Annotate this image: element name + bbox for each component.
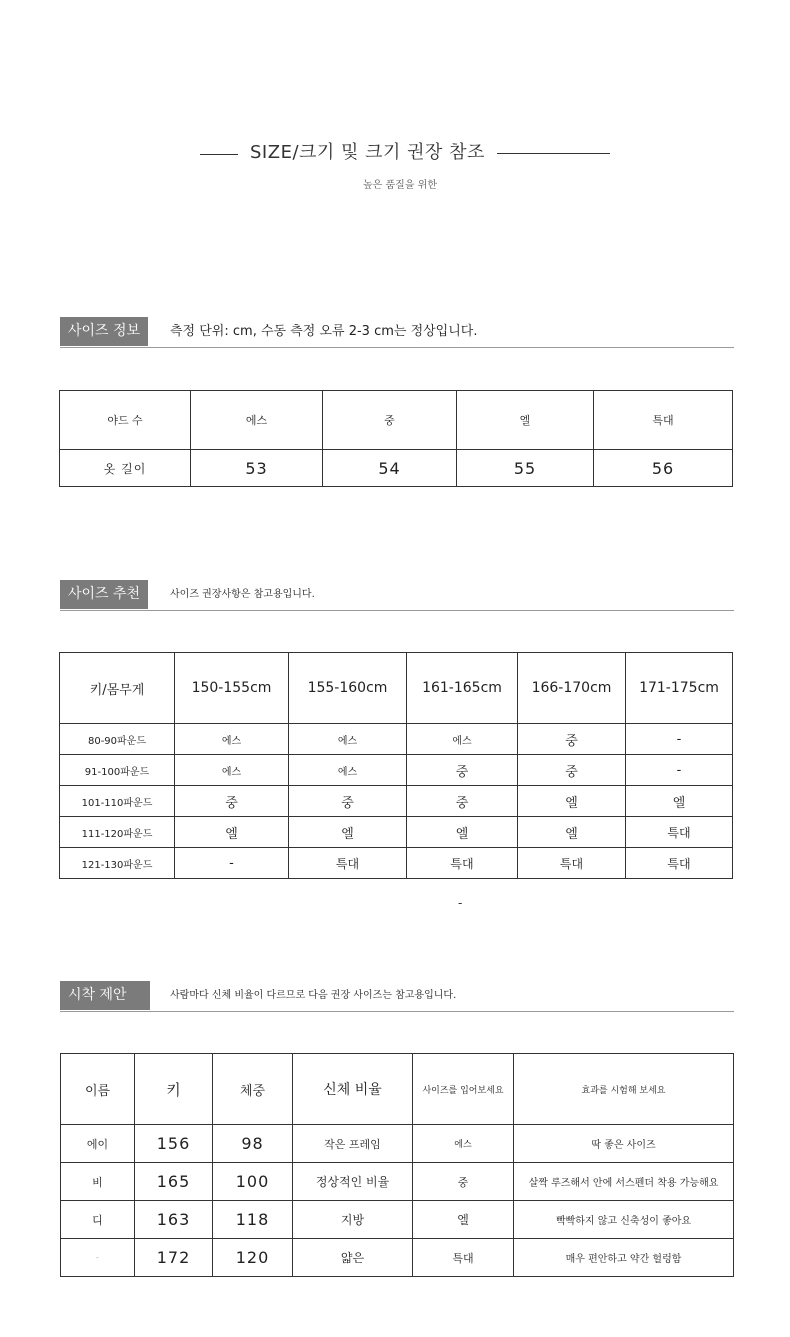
header-cell: 171-175cm — [626, 653, 733, 724]
row-label: 80-90파운드 — [60, 724, 175, 755]
page-header — [0, 138, 790, 168]
table-header-row — [60, 391, 733, 450]
size-reco-table — [59, 652, 733, 879]
section-note: 사이즈 권장사항은 참고용입니다. — [170, 589, 315, 600]
table-cell: 엘 — [626, 786, 733, 817]
height-cell: 163 — [135, 1201, 213, 1239]
section-tag: 사이즈 정보 — [60, 317, 148, 346]
ratio-cell: 지방 — [293, 1201, 413, 1239]
height-cell: 156 — [135, 1125, 213, 1163]
header-cell: 키/몸무게 — [60, 653, 175, 724]
header-cell: 에스 — [191, 391, 323, 450]
page-title: SIZE/크기 및 크기 권장 참조 — [250, 142, 485, 163]
name-cell: 디 — [61, 1201, 135, 1239]
name-cell: 비 — [61, 1163, 135, 1201]
page-subtitle: 높은 품질을 위한 — [363, 180, 437, 191]
section-note: 측정 단위: cm, 수동 측정 오류 2-3 cm는 정상입니다. — [170, 324, 478, 339]
size-cell: 엘 — [413, 1201, 514, 1239]
table-cell: 엘 — [175, 817, 289, 848]
table-header-row — [60, 653, 733, 724]
size-cell: 중 — [413, 1163, 514, 1201]
section-fit-trial-heading — [60, 981, 734, 1012]
row-label: 옷 길이 — [60, 450, 191, 487]
table-cell: 중 — [407, 755, 518, 786]
title-rule-right — [497, 153, 610, 154]
table-cell: - — [175, 848, 289, 879]
table-row — [60, 786, 733, 817]
section-tag: 시착 제안 — [60, 981, 150, 1010]
header-cell: 엘 — [457, 391, 594, 450]
table-cell: 특대 — [289, 848, 407, 879]
table-row — [60, 755, 733, 786]
table-cell: 55 — [457, 450, 594, 487]
table-cell: 특대 — [626, 817, 733, 848]
section-size-info-heading — [60, 317, 734, 348]
table-cell: 에스 — [407, 724, 518, 755]
row-label: 101-110파운드 — [60, 786, 175, 817]
header-cell: 체중 — [213, 1054, 293, 1125]
header-cell: 150-155cm — [175, 653, 289, 724]
table-row — [61, 1239, 734, 1277]
table-cell: 엘 — [518, 786, 626, 817]
effect-cell: 빡빡하지 않고 신축성이 좋아요 — [514, 1201, 734, 1239]
table-cell: 에스 — [175, 724, 289, 755]
table-cell: 중 — [407, 786, 518, 817]
table-header-row — [61, 1054, 734, 1125]
section-tag: 사이즈 추천 — [60, 580, 148, 609]
table-cell: 54 — [323, 450, 457, 487]
size-cell: 특대 — [413, 1239, 514, 1277]
size-cell: 에스 — [413, 1125, 514, 1163]
table-cell: 에스 — [289, 724, 407, 755]
table-cell: 중 — [518, 755, 626, 786]
header-cell: 신체 비율 — [293, 1054, 413, 1125]
ratio-cell: 정상적인 비율 — [293, 1163, 413, 1201]
stray-dash: - — [458, 896, 463, 910]
table-cell: 엘 — [289, 817, 407, 848]
header-cell: 155-160cm — [289, 653, 407, 724]
table-cell: 특대 — [407, 848, 518, 879]
ratio-cell: 얇은 — [293, 1239, 413, 1277]
table-row — [60, 450, 733, 487]
table-cell: 엘 — [407, 817, 518, 848]
table-row — [60, 724, 733, 755]
name-cell: - — [61, 1239, 135, 1277]
table-cell: 중 — [289, 786, 407, 817]
table-cell: 53 — [191, 450, 323, 487]
section-size-reco-heading — [60, 580, 734, 611]
effect-cell: 살짝 루즈해서 안에 서스펜더 착용 가능해요 — [514, 1163, 734, 1201]
header-cell: 166-170cm — [518, 653, 626, 724]
header-cell: 사이즈를 입어보세요 — [413, 1054, 514, 1125]
row-label: 111-120파운드 — [60, 817, 175, 848]
table-cell: 특대 — [518, 848, 626, 879]
weight-cell: 100 — [213, 1163, 293, 1201]
table-row — [61, 1125, 734, 1163]
row-label: 121-130파운드 — [60, 848, 175, 879]
row-label: 91-100파운드 — [60, 755, 175, 786]
header-cell: 야드 수 — [60, 391, 191, 450]
table-row — [60, 817, 733, 848]
table-cell: 에스 — [175, 755, 289, 786]
table-cell: 중 — [518, 724, 626, 755]
section-note: 사람마다 신체 비율이 다르므로 다음 권장 사이즈는 참고용입니다. — [170, 990, 457, 1001]
weight-cell: 98 — [213, 1125, 293, 1163]
ratio-cell: 작은 프레임 — [293, 1125, 413, 1163]
header-cell: 특대 — [594, 391, 733, 450]
table-cell: 엘 — [518, 817, 626, 848]
table-row — [61, 1163, 734, 1201]
table-cell: 특대 — [626, 848, 733, 879]
fit-trial-table — [60, 1053, 734, 1277]
table-row — [61, 1201, 734, 1239]
name-cell: 에이 — [61, 1125, 135, 1163]
weight-cell: 118 — [213, 1201, 293, 1239]
header-cell: 효과를 시험해 보세요 — [514, 1054, 734, 1125]
header-cell: 161-165cm — [407, 653, 518, 724]
table-cell: 에스 — [289, 755, 407, 786]
table-cell: - — [626, 755, 733, 786]
header-cell: 중 — [323, 391, 457, 450]
table-cell: 중 — [175, 786, 289, 817]
size-info-table — [59, 390, 733, 487]
weight-cell: 120 — [213, 1239, 293, 1277]
table-cell: 56 — [594, 450, 733, 487]
title-rule-left — [200, 154, 238, 155]
height-cell: 165 — [135, 1163, 213, 1201]
table-cell: - — [626, 724, 733, 755]
header-cell: 키 — [135, 1054, 213, 1125]
header-cell: 이름 — [61, 1054, 135, 1125]
effect-cell: 매우 편안하고 약간 헐렁함 — [514, 1239, 734, 1277]
height-cell: 172 — [135, 1239, 213, 1277]
effect-cell: 딱 좋은 사이즈 — [514, 1125, 734, 1163]
table-row — [60, 848, 733, 879]
